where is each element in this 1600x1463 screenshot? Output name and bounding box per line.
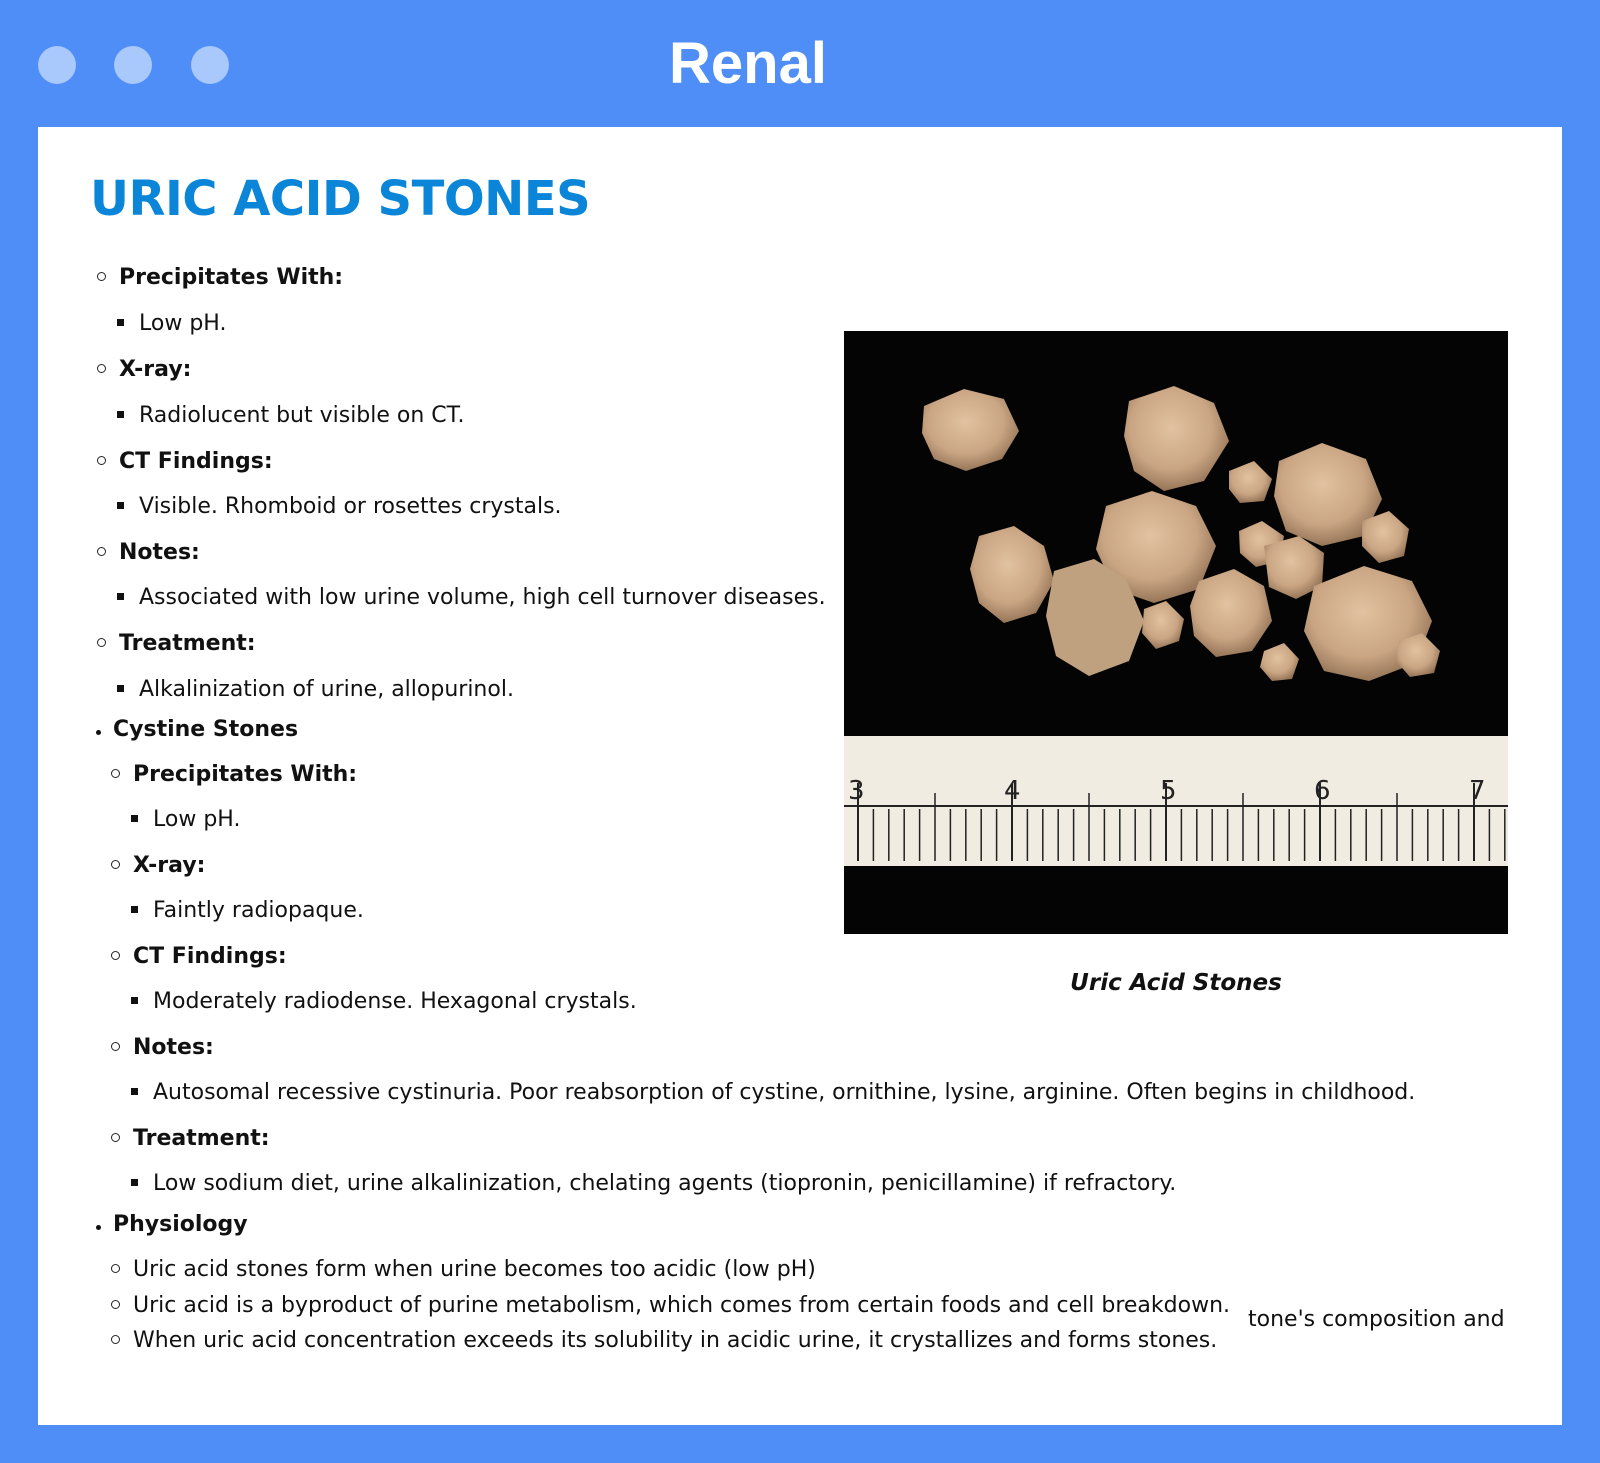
item-value: Alkalinization of urine, allopurinol. [139, 677, 514, 702]
list-item [108, 309, 226, 339]
section-heading-physiology [90, 1210, 248, 1240]
circle-bullet-icon [90, 629, 112, 659]
item-label: X-ray: [133, 853, 206, 878]
item-value: Autosomal recessive cystinuria. Poor reabsorption of cystine, ornithine, lysine, arginine. Often begins in childhood. [153, 1080, 1416, 1105]
photo-caption: Uric Acid Stones [1070, 970, 1282, 996]
list-item [104, 851, 205, 881]
item-label: Treatment: [119, 631, 256, 656]
ruler-number: 6 [1314, 776, 1331, 806]
list-item [122, 805, 240, 835]
circle-bullet-icon [104, 942, 126, 972]
item-value: Moderately radiodense. Hexagonal crystals. [153, 989, 637, 1014]
circle-bullet-icon [90, 447, 112, 477]
list-item [104, 1124, 270, 1154]
square-bullet-icon [122, 987, 146, 1017]
dot-bullet-icon [90, 715, 106, 745]
section-heading-label: Physiology [113, 1212, 248, 1237]
uric-acid-stones-photo [844, 331, 1508, 934]
item-label: X-ray: [119, 357, 192, 382]
list-item [90, 263, 343, 293]
overlapping-text-fragment: tone's composition and [1248, 1307, 1505, 1332]
list-item [104, 1291, 1230, 1321]
list-item [108, 401, 465, 431]
list-item [108, 492, 562, 522]
square-bullet-icon [122, 1169, 146, 1199]
list-item [90, 538, 200, 568]
list-item [122, 1078, 1415, 1108]
title-bar [0, 0, 1600, 127]
section-heading-label: Cystine Stones [113, 717, 299, 742]
list-item [122, 1169, 1176, 1199]
item-value: Faintly radiopaque. [153, 898, 364, 923]
ruler [844, 736, 1508, 866]
list-item [108, 583, 826, 613]
circle-bullet-icon [90, 263, 112, 293]
list-item [108, 675, 514, 705]
dot-bullet-icon [90, 1210, 106, 1240]
section-heading-cystine [90, 715, 298, 745]
list-item [104, 1033, 214, 1063]
square-bullet-icon [122, 896, 146, 926]
ruler-number: 3 [848, 776, 865, 806]
list-item [122, 987, 637, 1017]
ruler-number: 5 [1160, 776, 1177, 806]
content-panel [38, 127, 1562, 1425]
item-label: Precipitates With: [133, 762, 358, 787]
square-bullet-icon [108, 583, 132, 613]
item-label: Notes: [133, 1035, 214, 1060]
item-value: Uric acid stones form when urine becomes too acidic (low pH) [133, 1257, 816, 1282]
item-label: Treatment: [133, 1126, 270, 1151]
circle-bullet-icon [104, 1124, 126, 1154]
item-value: Low pH. [153, 807, 241, 832]
circle-bullet-icon [104, 1033, 126, 1063]
list-item [104, 942, 287, 972]
item-label: Precipitates With: [119, 265, 344, 290]
item-label: Notes: [119, 540, 200, 565]
item-label: CT Findings: [119, 449, 273, 474]
square-bullet-icon [122, 805, 146, 835]
circle-bullet-icon [104, 1255, 126, 1285]
list-item [90, 355, 191, 385]
square-bullet-icon [122, 1078, 146, 1108]
item-value: When uric acid concentration exceeds its solubility in acidic urine, it crystallizes and forms stones. [133, 1328, 1218, 1353]
circle-bullet-icon [104, 1326, 126, 1356]
item-value: Visible. Rhomboid or rosettes crystals. [139, 494, 562, 519]
list-item [104, 1255, 816, 1285]
stones-illustration [844, 331, 1508, 934]
ruler-number: 4 [1004, 776, 1021, 806]
item-value: Low sodium diet, urine alkalinization, chelating agents (tiopronin, penicillamine) if refractory. [153, 1171, 1177, 1196]
list-item [122, 896, 364, 926]
square-bullet-icon [108, 675, 132, 705]
ruler-number: 7 [1469, 776, 1486, 806]
circle-bullet-icon [90, 538, 112, 568]
list-item [104, 1326, 1217, 1356]
item-value: Associated with low urine volume, high cell turnover diseases. [139, 585, 826, 610]
window-title: Renal [669, 31, 827, 96]
list-item [104, 760, 357, 790]
square-bullet-icon [108, 492, 132, 522]
square-bullet-icon [108, 309, 132, 339]
circle-bullet-icon [104, 851, 126, 881]
stone-cluster [904, 371, 1464, 701]
item-label: CT Findings: [133, 944, 287, 969]
item-value: Low pH. [139, 311, 227, 336]
page-title: URIC ACID STONES [90, 171, 591, 227]
item-value: Uric acid is a byproduct of purine metabolism, which comes from certain foods and cell breakdown. [133, 1293, 1231, 1318]
square-bullet-icon [108, 401, 132, 431]
circle-bullet-icon [90, 355, 112, 385]
list-item [90, 447, 273, 477]
item-value: Radiolucent but visible on CT. [139, 403, 465, 428]
list-item [90, 629, 256, 659]
circle-bullet-icon [104, 1291, 126, 1321]
circle-bullet-icon [104, 760, 126, 790]
